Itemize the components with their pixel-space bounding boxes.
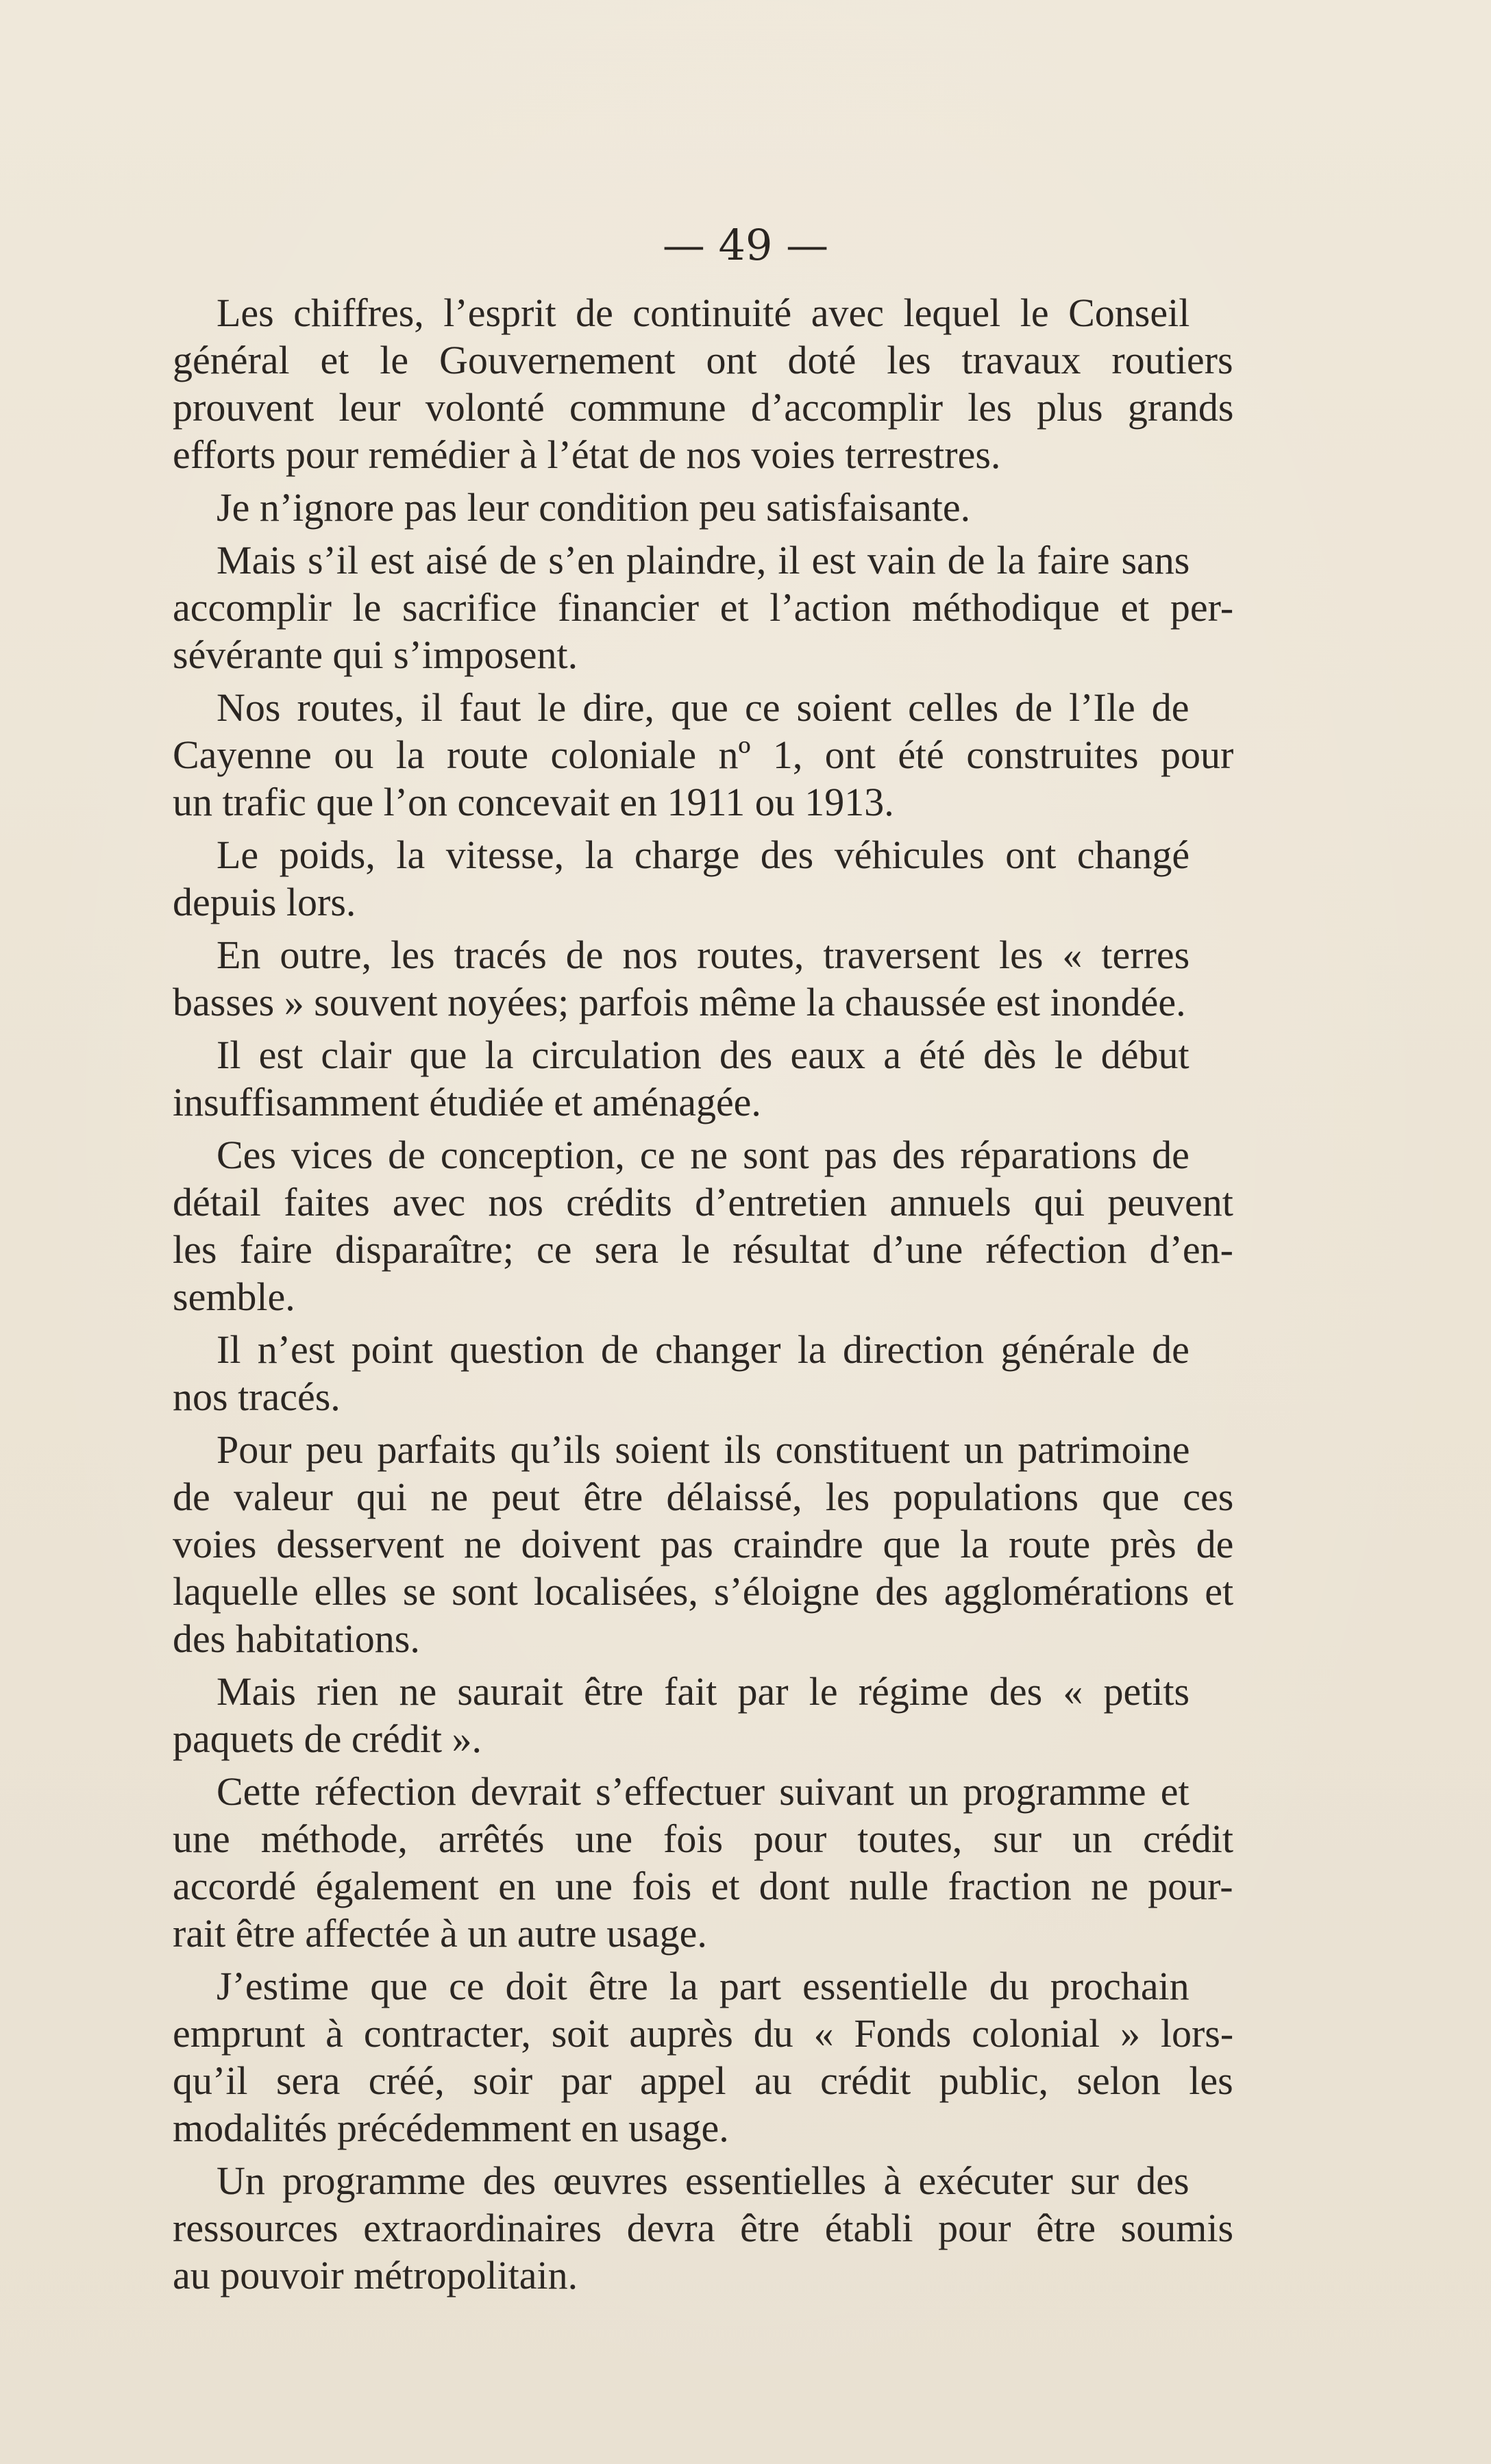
text-line: En outre, les tracés de nos routes, traversent les « terres <box>217 933 1190 977</box>
text-line: qu’il sera créé, soir par appel au crédit public, selon les <box>173 2058 1233 2103</box>
paragraph <box>173 1962 1233 2152</box>
paragraph <box>173 484 1233 531</box>
text-line: paquets de crédit ». <box>173 1716 482 1761</box>
paragraph <box>173 831 1233 926</box>
text-line: un trafic que l’on concevait en 1911 ou 1913. <box>173 780 894 824</box>
text-line: nos tracés. <box>173 1375 341 1419</box>
page-number: — 49 — <box>662 220 829 270</box>
text-line: accordé également en une fois et dont nulle fraction ne pour- <box>173 1864 1233 1908</box>
text-line: Un programme des œuvres essentielles à exécuter sur des <box>217 2158 1190 2203</box>
paragraph <box>173 1326 1233 1420</box>
text-line: emprunt à contracter, soit auprès du « Fonds colonial » lors- <box>173 2011 1234 2056</box>
text-line: modalités précédemment en usage. <box>173 2106 729 2150</box>
text-line: Pour peu parfaits qu’ils soient ils constituent un patrimoine <box>217 1427 1190 1472</box>
text-line: Cayenne ou la route coloniale nº 1, ont été construites pour <box>173 732 1234 777</box>
paragraph <box>173 684 1233 826</box>
text-line: accomplir le sacrifice financier et l’action méthodique et per- <box>173 585 1234 630</box>
text-line: Mais s’il est aisé de s’en plaindre, il est vain de la faire sans <box>217 538 1190 582</box>
text-line: sévérante qui s’imposent. <box>173 632 578 677</box>
paragraph <box>173 1668 1233 1762</box>
text-line: basses » souvent noyées; parfois même la chaussée est inondée. <box>173 980 1186 1024</box>
paragraph <box>173 1031 1233 1126</box>
text-line: des habitations. <box>173 1616 420 1661</box>
text-line: général et le Gouvernement ont doté les travaux routiers <box>173 338 1233 382</box>
text-line: depuis lors. <box>173 880 356 924</box>
text-line: semble. <box>173 1274 295 1319</box>
text-line: J’estime que ce doit être la part essentielle du prochain <box>217 1964 1190 2008</box>
text-line: Les chiffres, l’esprit de continuité avec lequel le Conseil <box>217 291 1190 335</box>
paragraph <box>173 537 1233 678</box>
paragraph <box>173 931 1233 1026</box>
paragraph <box>173 289 1233 478</box>
text-line: Ces vices de conception, ce ne sont pas des réparations de <box>217 1133 1190 1177</box>
text-line: voies desservent ne doivent pas craindre que la route près de <box>173 1522 1234 1566</box>
text-line: au pouvoir métropolitain. <box>173 2253 578 2297</box>
text-line: Le poids, la vitesse, la charge des véhicules ont changé <box>217 833 1190 877</box>
text-line: rait être affectée à un autre usage. <box>173 1911 707 1956</box>
text-line: une méthode, arrêtés une fois pour toutes, sur un crédit <box>173 1816 1234 1861</box>
paragraph <box>173 2157 1233 2299</box>
text-line: les faire disparaître; ce sera le résultat d’une réfection d’en- <box>173 1227 1233 1272</box>
text-line: laquelle elles se sont localisées, s’éloigne des agglomérations et <box>173 1569 1234 1614</box>
paragraph <box>173 1131 1233 1320</box>
text-line: Il est clair que la circulation des eaux a été dès le début <box>217 1033 1190 1077</box>
text-line: insuffisamment étudiée et aménagée. <box>173 1080 761 1124</box>
text-line: Cette réfection devrait s’effectuer suivant un programme et <box>217 1769 1190 1814</box>
text-line: prouvent leur volonté commune d’accomplir les plus grands <box>173 385 1234 430</box>
text-line: efforts pour remédier à l’état de nos voies terrestres. <box>173 432 1001 477</box>
text-line: Nos routes, il faut le dire, que ce soient celles de l’Ile de <box>217 685 1190 730</box>
text-line: détail faites avec nos crédits d’entretien annuels qui peuvent <box>173 1180 1233 1224</box>
text-line: de valeur qui ne peut être délaissé, les populations que ces <box>173 1475 1234 1519</box>
body-text <box>173 289 1233 2304</box>
paragraph <box>173 1768 1233 1957</box>
text-line: Il n’est point question de changer la direction générale de <box>217 1327 1190 1372</box>
paragraph <box>173 1426 1233 1662</box>
text-line: Je n’ignore pas leur condition peu satisfaisante. <box>217 485 971 530</box>
text-line: ressources extraordinaires devra être établi pour être soumis <box>173 2206 1234 2250</box>
text-line: Mais rien ne saurait être fait par le régime des « petits <box>217 1669 1190 1714</box>
